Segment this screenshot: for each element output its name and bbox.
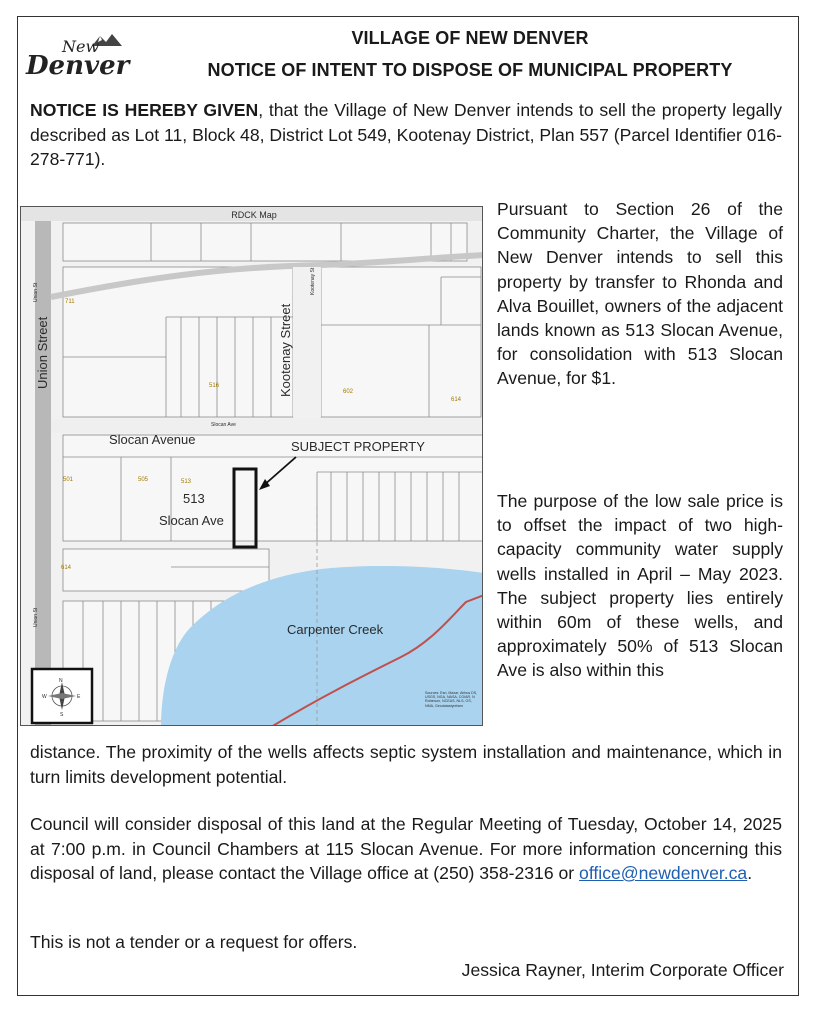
lot-516: 516 [209,383,220,389]
intro-lead: NOTICE IS HEREBY GIVEN [30,100,259,120]
slocan-avenue-label: Slocan Avenue [109,432,196,447]
council-text: Council will consider disposal of this land at the Regular Meeting of Tuesday, October 14, 2025 at 7:00 p.m. in Council Chambers at 115 Slocan Avenue. For more information concerning this disposal of land, please contact the Village office at (250) 358-2316 or [30,814,782,883]
kootenay-st-small-label: Kootenay St [310,267,316,295]
compass-w: W [42,694,47,700]
compass-s: S [60,712,64,718]
notice-subtitle: NOTICE OF INTENT TO DISPOSE OF MUNICIPAL PROPERTY [207,60,733,80]
right-column-paragraph-2: The purpose of the low sale price is to offset the impact of two high-capacity community water supply wells installed in April – May 2023. The subject property lies entirely within 60m of these wells, and approximately 50% of 513 Slocan Ave is also within this [497,491,783,681]
svg-text:New: New [62,37,100,56]
lot-505: 505 [138,477,149,483]
carpenter-creek-label: Carpenter Creek [287,622,384,637]
lot-501: 501 [63,477,74,483]
village-logo [22,28,140,84]
property-map [20,206,483,726]
address-number-label: 513 [183,491,205,506]
compass-e: E [77,694,81,700]
kootenay-street-label: Kootenay Street [278,303,293,397]
continuation-paragraph: distance. The proximity of the wells affects septic system installation and maintenance, which in turn limits development potential. [30,742,782,787]
address-street-label: Slocan Ave [159,513,224,528]
union-st-small-label-2: Union St [33,607,39,627]
intro-text: , that the Village of New Denver intends to sell the property legally described as Lot 11, Block 48, District Lot 549, Kootenay District, Plan 557 (Parcel Identifier 016-278-771). [30,100,782,169]
union-street-label: Union Street [35,316,50,389]
map-title: RDCK Map [231,210,277,220]
email-link[interactable]: office@newdenver.ca [579,863,748,883]
union-st-small-label: Union St [33,282,39,302]
right-column-paragraph-1: Pursuant to Section 26 of the Community Charter, the Village of New Denver intends to sell this property by transfer to Rhonda and Alva Bouillet, owners of the adjacent lands known as 513 Slocan Avenue, for consolidation with 513 Slocan Avenue, for $1. [497,199,783,389]
compass-n: N [59,678,63,684]
lot-602: 602 [343,389,354,395]
map-credits: Sources: Esri, Maxar, Airbus DS, USGS, NGA, NASA, CGIAR, N Robinson, NCEAS, NLS, OS, NMA, Geodatastyrelsen [425,691,478,708]
compass-rose-icon [32,669,92,723]
svg-text:Denver: Denver [26,51,130,81]
notice-title: VILLAGE OF NEW DENVER [351,28,589,48]
tender-note: This is not a tender or a request for offers. [30,932,358,952]
intro-paragraph [30,98,782,172]
lot-614a: 614 [451,397,462,403]
lot-711: 711 [65,299,75,305]
slocan-ave-small-label: Slocan Ave [211,422,236,428]
subject-property-label: SUBJECT PROPERTY [291,439,425,454]
signature: Jessica Rayner, Interim Corporate Officer [461,960,784,980]
council-paragraph [30,812,782,886]
lot-614b: 614 [61,565,72,571]
lot-513: 513 [181,479,192,485]
council-end: . [747,863,753,883]
